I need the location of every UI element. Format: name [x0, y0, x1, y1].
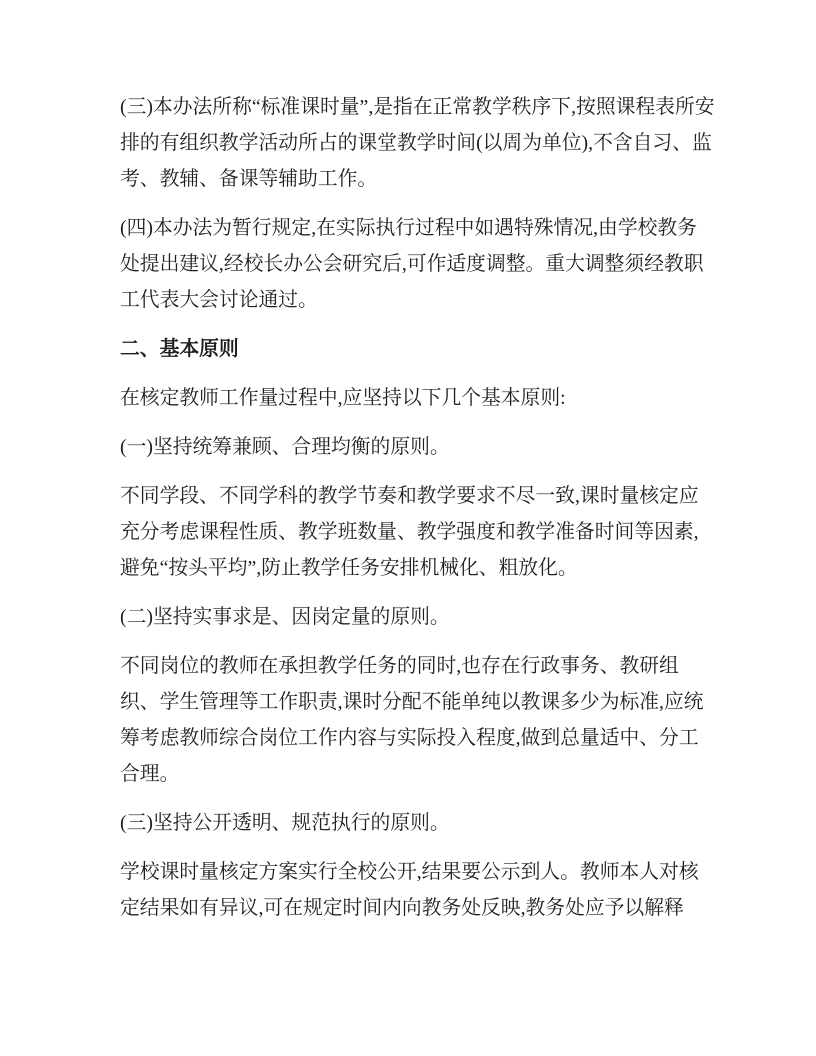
section-heading: 二、基本原则 [120, 338, 239, 360]
paragraph-intro: 在核定教师工作量过程中,应坚持以下几个基本原则: [120, 387, 566, 409]
paragraph-principle-2: (二)坚持实事求是、因岗定量的原则。 [120, 606, 450, 628]
paragraph-principle-3-body: 学校课时量核定方案实行全校公开,结果要公示到人。教师本人对核定结果如有异议,可在规定时间内向教务处反映,教务处应予以解释 [120, 861, 699, 919]
paragraph-principle-3: (三)坚持公开透明、规范执行的原则。 [120, 812, 450, 834]
paragraph-principle-1: (一)坚持统筹兼顾、合理均衡的原则。 [120, 436, 450, 458]
paragraph-clause-3: (三)本办法所称“标准课时量”,是指在正常教学秩序下,按照课程表所安排的有组织教学活动所占的课堂教学时间(以周为单位),不含自习、监考、教辅、备课等辅助工作。 [120, 96, 715, 190]
paragraph-principle-2-body: 不同岗位的教师在承担教学任务的同时,也存在行政事务、教研组织、学生管理等工作职责,课时分配不能单纯以教课多少为标准,应统筹考虑教师综合岗位工作内容与实际投入程度,做到总量适中、分工合理。 [120, 655, 704, 785]
paragraph-principle-1-body: 不同学段、不同学科的教学节奏和教学要求不尽一致,课时量核定应充分考虑课程性质、教学班数量、教学强度和教学准备时间等因素,避免“按头平均”,防止教学任务安排机械化、粗放化。 [120, 485, 699, 579]
paragraph-clause-4: (四)本办法为暂行规定,在实际执行过程中如遇特殊情况,由学校教务处提出建议,经校长办公会研究后,可作适度调整。重大调整须经教职工代表大会讨论通过。 [120, 217, 704, 311]
